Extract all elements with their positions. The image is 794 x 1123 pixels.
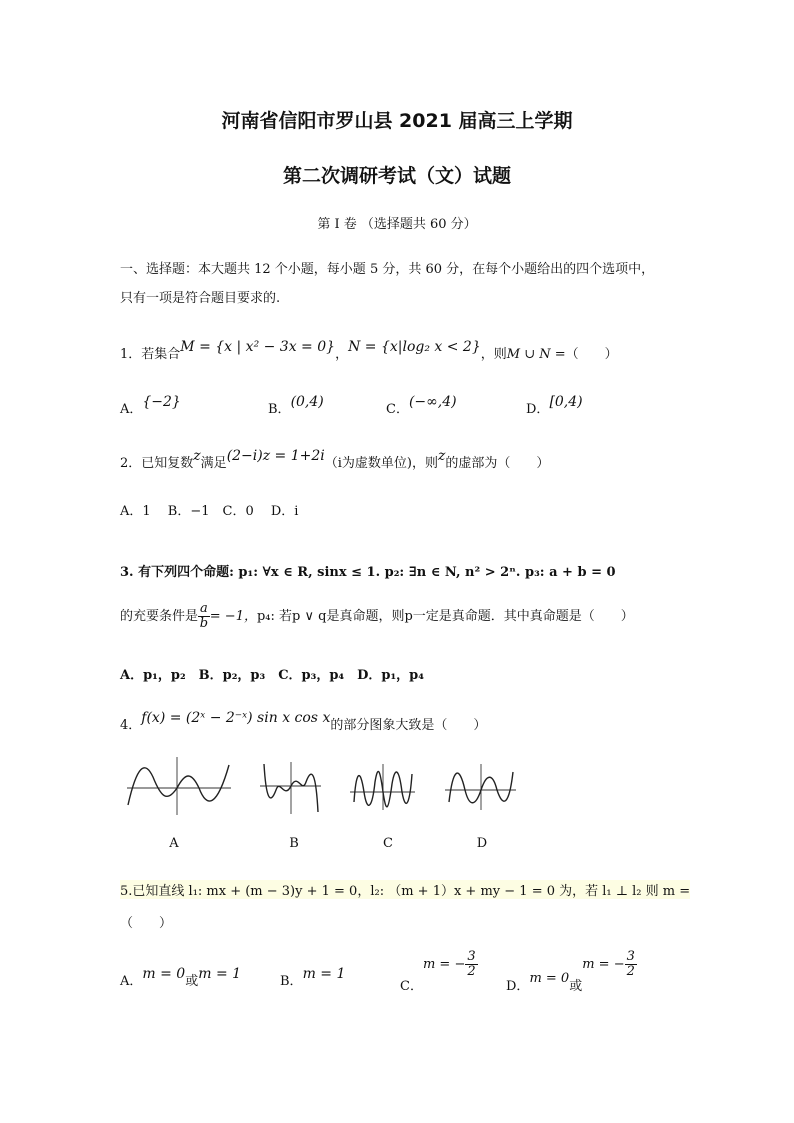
- graph-label-d: D: [476, 836, 488, 851]
- q1-option-c: C．(−∞,4): [386, 394, 457, 417]
- q1-prefix: 1．若集合: [120, 347, 181, 362]
- q5-option-b: B．m = 1: [280, 966, 346, 989]
- q3-fraction: $\frac{a}{b}$: [199, 601, 209, 631]
- question-3-line2: 的充要条件是 $\frac{a}{b}$ = −1，p₄: 若p ∨ q是真命题，则p一定是真命题．其中真命题是（ ）: [120, 601, 634, 631]
- instructions-line1: 一、选择题：本大题共 12 个小题，每小题 5 分，共 60 分，在每个小题给出的四个选项中，: [120, 262, 655, 277]
- question-1: [120, 339, 618, 362]
- q1-option-d: D．[0,4): [526, 394, 583, 417]
- question-5-line1: 5.已知直线 l₁: mx + (m − 3)y + 1 = 0，l₂: （m + 1）x + my − 1 = 0 为，若 l₁ ⊥ l₂ 则 m =: [120, 880, 690, 899]
- graph-a: [125, 755, 233, 817]
- graph-label-a: A: [169, 836, 179, 851]
- graph-c: [350, 762, 416, 812]
- page-title-line1: 河南省信阳市罗山县 2021 届高三上学期: [221, 110, 573, 132]
- graph-b: [260, 760, 322, 816]
- q1-option-a: A．{−2}: [120, 394, 181, 417]
- graph-d: [445, 762, 517, 812]
- graph-label-b: B: [289, 836, 299, 851]
- question-3-line1: 3. 有下列四个命题: p₁: ∀x ∈ R, sinx ≤ 1. p₂: ∃n ∈ N, n² > 2ⁿ. p₃: a + b = 0: [120, 565, 616, 580]
- q1-union: M ∪ N =: [506, 347, 566, 362]
- q5-option-d: D．m = 0或m = − $\frac{3}{2}$: [506, 949, 635, 994]
- section-heading: 第 I 卷 （选择题共 60 分）: [317, 217, 477, 232]
- q3-options: A．p₁，p₂ B．p₂，p₃ C．p₃，p₄ D．p₁，p₄: [120, 668, 424, 683]
- q5-option-a: A．m = 0或m = 1: [120, 966, 242, 989]
- q2-options: A．1 B．−1 C．0 D．i: [120, 504, 299, 519]
- graph-label-c: C: [383, 836, 393, 851]
- q1-set-n: N = {x|log₂ x < 2}: [348, 339, 481, 355]
- q1-option-b: B．(0,4): [268, 394, 324, 417]
- q5-option-c: C．m = − $\frac{3}{2}$: [400, 949, 476, 994]
- q1-suffix-pre: ，则: [480, 347, 507, 362]
- question-5-line2: （ ）: [120, 916, 173, 931]
- instructions-line2: 只有一项是符合题目要求的.: [120, 291, 281, 306]
- q1-comma: ，: [335, 347, 349, 362]
- q1-paren: （ ）: [565, 347, 618, 362]
- question-4: 4．f(x) = (2ˣ − 2⁻ˣ) sin x cos x的部分图象大致是（ ）: [120, 710, 487, 733]
- q1-set-m: M = {x | x² − 3x = 0}: [180, 339, 336, 355]
- page-title-line2: 第二次调研考试（文）试题: [282, 165, 511, 187]
- question-2: 2．已知复数z满足(2−i)z = 1+2i（i为虚数单位)，则z的虚部为（ ）: [120, 448, 550, 471]
